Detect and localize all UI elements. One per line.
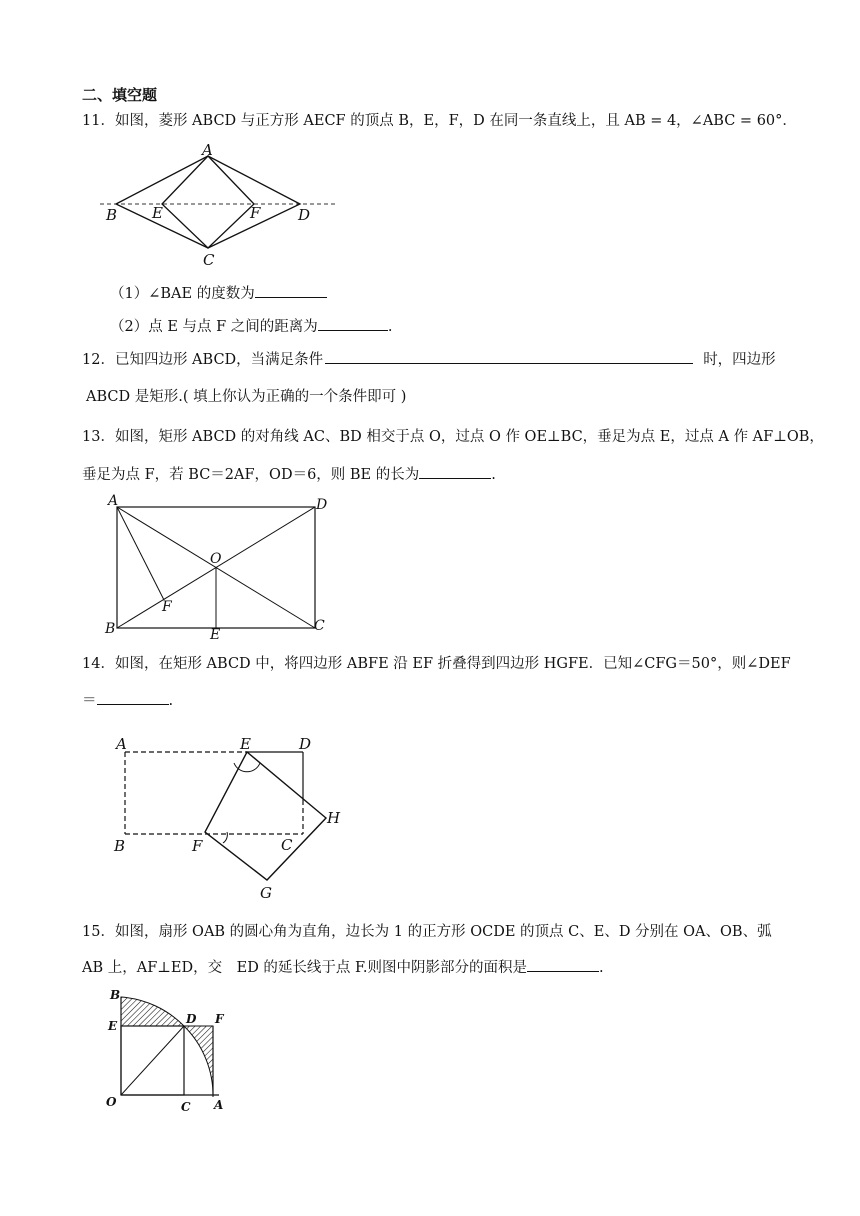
q15-shaded-right <box>184 1026 213 1097</box>
q13-line1: 13．如图，矩形 ABCD 的对角线 AC、BD 相交于点 O，过点 O 作 OE⊥BC，垂足为点 E，过点 A 作 AF⊥OB， <box>82 429 824 445</box>
q11-rhombus <box>116 156 300 248</box>
q11-sub1-answer-blank[interactable] <box>255 282 327 298</box>
q15-segment-OD <box>121 1026 184 1095</box>
q14-figure <box>110 730 360 909</box>
q13-label-E: E <box>210 627 221 642</box>
q11-figure <box>100 140 340 274</box>
q14-line2-end: . <box>168 693 174 709</box>
q15-line2 <box>82 956 604 978</box>
q11-label-D: D <box>298 206 311 224</box>
q11-label-C: C <box>203 251 215 269</box>
q14-label-A: A <box>116 735 127 753</box>
q14-label-D: D <box>299 735 312 753</box>
q14-label-H: H <box>327 809 341 827</box>
q15-label-A: A <box>214 1098 224 1112</box>
q11-sub2-text: （2）点 E 与点 F 之间的距离为 <box>110 319 318 335</box>
q15-label-B: B <box>110 988 121 1002</box>
q13-label-C: C <box>314 618 325 634</box>
q11-sub2-answer-blank[interactable] <box>318 315 388 331</box>
q13-answer-blank[interactable] <box>419 463 491 479</box>
q13-label-D: D <box>316 497 328 513</box>
q15-label-E: E <box>108 1019 118 1033</box>
q13-label-B: B <box>105 621 116 637</box>
q14-line1: 14．如图，在矩形 ABCD 中，将四边形 ABFE 沿 EF 折叠得到四边形 HGFE．已知∠CFG＝50°，则∠DEF <box>82 656 791 672</box>
q11-sub2-end: . <box>387 319 393 335</box>
q15-line2-end: . <box>598 960 604 976</box>
q13-line2-end: . <box>491 467 496 483</box>
q11-sub1 <box>110 282 327 304</box>
q15-answer-blank[interactable] <box>527 956 599 972</box>
q11-sub1-text: （1）∠BAE 的度数为 <box>110 286 255 302</box>
q11-sub2 <box>110 315 392 337</box>
q13-line2 <box>82 463 496 485</box>
q13-label-A: A <box>108 493 119 509</box>
q14-label-F: F <box>192 837 203 855</box>
section-title: 二、填空题 <box>82 86 158 104</box>
q14-label-E: E <box>240 735 251 753</box>
q15-label-F: F <box>215 1012 224 1026</box>
q11-stem: 11．如图，菱形 ABCD 与正方形 AECF 的顶点 B，E，F，D 在同一条直线上，且 AB = 4，∠ABC = 60°． <box>82 113 797 129</box>
q15-shaded-top <box>121 997 184 1026</box>
q15-line1: 15．如图，扇形 OAB 的圆心角为直角，边长为 1 的正方形 OCDE 的顶点 C、E、D 分别在 OA、OB、弧 <box>82 924 772 940</box>
q13-label-F: F <box>162 599 172 615</box>
q15-label-O: O <box>106 1095 117 1109</box>
q14-label-G: G <box>260 884 272 902</box>
q12-line1 <box>82 348 776 370</box>
q11-square <box>162 156 254 248</box>
q12-answer-blank[interactable] <box>325 348 693 364</box>
q15-line2-text: AB 上，AF⊥ED，交 ED 的延长线于点 F.则图中阴影部分的面积是 <box>82 960 527 976</box>
q15-label-C: C <box>181 1100 191 1114</box>
q11-label-F: F <box>250 204 261 222</box>
q11-label-E: E <box>152 204 163 222</box>
q11-label-A: A <box>202 141 213 159</box>
q15-figure <box>100 985 240 1121</box>
q12-stem-a: 12．已知四边形 ABCD，当满足条件 <box>82 352 324 368</box>
q11-label-B: B <box>106 206 118 224</box>
q14-folded-quad <box>205 752 326 880</box>
q12-stem-c: ABCD 是矩形.( 填上你认为正确的一个条件即可 ) <box>86 389 407 405</box>
q14-line2 <box>82 689 173 711</box>
q14-line2-text: ＝ <box>82 693 97 709</box>
q14-label-C: C <box>281 836 293 854</box>
q13-figure <box>100 492 340 646</box>
q13-label-O: O <box>210 551 222 567</box>
q12-stem-b: 时，四边形 <box>703 352 776 368</box>
q15-label-D: D <box>186 1012 197 1026</box>
q13-line2-text: 垂足为点 F，若 BC＝2AF，OD＝6，则 BE 的长为 <box>82 467 420 483</box>
q14-answer-blank[interactable] <box>97 689 169 705</box>
q14-label-B: B <box>114 837 126 855</box>
